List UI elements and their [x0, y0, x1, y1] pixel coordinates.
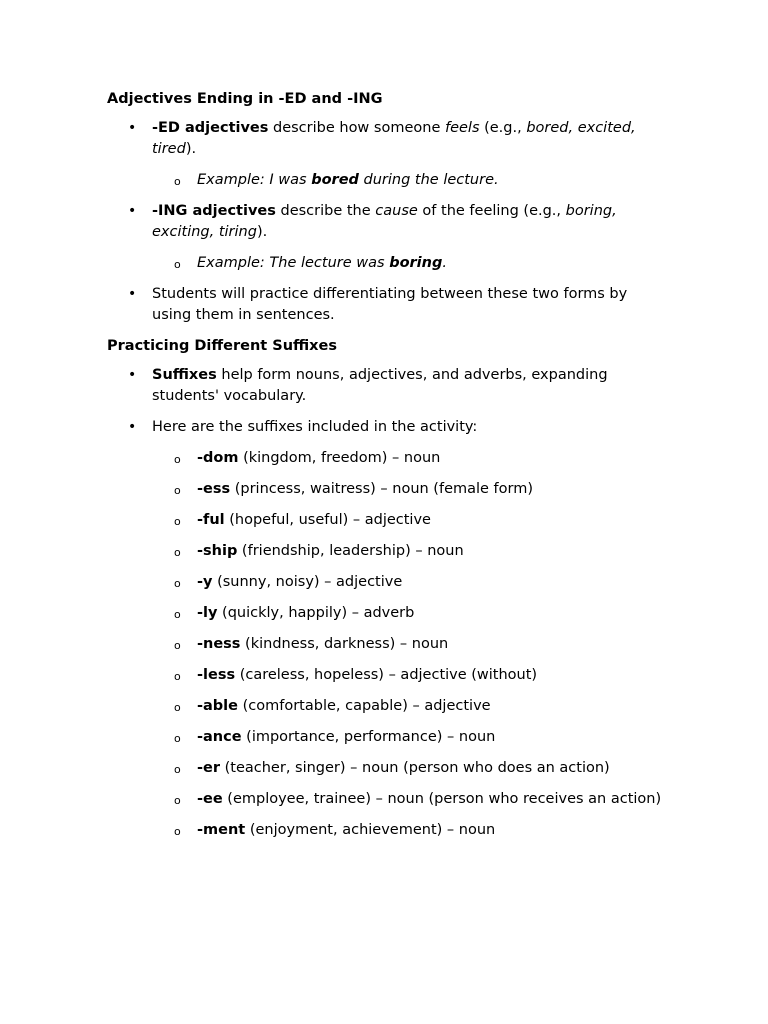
sub-list	[152, 170, 667, 191]
bullet-marker: •	[128, 120, 137, 136]
item-text: -ING adjectives describe the cause of the feeling (e.g., boring, exciting, tiring).	[152, 203, 617, 240]
suffix-label: -er	[197, 760, 221, 776]
sub-bullet-marker: o	[174, 258, 181, 271]
suffix-description: (princess, waitress) – noun (female form)	[230, 481, 534, 497]
list-item-suffix-list	[107, 417, 667, 841]
suffix-label: -y	[197, 574, 213, 590]
sub-bullet-marker: o	[174, 701, 181, 714]
suffix-item-y	[152, 572, 667, 593]
suffix-description: (comfortable, capable) – adjective	[238, 698, 491, 714]
bullet-list	[107, 118, 667, 326]
sub-bullet-marker: o	[174, 732, 181, 745]
suffix-description: (kingdom, freedom) – noun	[238, 450, 441, 466]
example-text: Example: The lecture was boring.	[197, 255, 447, 271]
suffix-description: (careless, hopeless) – adjective (without)	[235, 667, 538, 683]
sub-bullet-marker: o	[174, 577, 181, 590]
suffix-description: (enjoyment, achievement) – noun	[245, 822, 496, 838]
list-item-suffixes-intro	[107, 365, 667, 407]
suffix-label: -ee	[197, 791, 223, 807]
suffix-item-ship	[152, 541, 667, 562]
suffix-item-able	[152, 696, 667, 717]
bullet-marker: •	[128, 286, 137, 302]
suffix-label: -ful	[197, 512, 225, 528]
suffix-label: -ly	[197, 605, 218, 621]
suffix-label: -ship	[197, 543, 238, 559]
section-suffixes	[107, 336, 667, 841]
sub-bullet-marker: o	[174, 453, 181, 466]
sub-list	[152, 253, 667, 274]
example-text: Example: I was bored during the lecture.	[197, 172, 499, 188]
suffix-item-ful	[152, 510, 667, 531]
example-item	[152, 253, 667, 274]
sub-bullet-marker: o	[174, 175, 181, 188]
bullet-marker: •	[128, 203, 137, 219]
suffix-item-ness	[152, 634, 667, 655]
document-page	[107, 89, 667, 851]
suffix-description: (sunny, noisy) – adjective	[212, 574, 403, 590]
suffix-item-ee	[152, 789, 667, 810]
sub-bullet-marker: o	[174, 484, 181, 497]
sub-bullet-marker: o	[174, 608, 181, 621]
item-text: Students will practice differentiating between these two forms by using them in sentences.	[152, 286, 628, 323]
section-heading: Adjectives Ending in -ED and -ING	[107, 91, 383, 107]
suffix-item-dom	[152, 448, 667, 469]
suffix-item-ly	[152, 603, 667, 624]
suffix-description: (quickly, happily) – adverb	[217, 605, 415, 621]
sub-bullet-marker: o	[174, 515, 181, 528]
suffix-description: (kindness, darkness) – noun	[240, 636, 449, 652]
sub-bullet-marker: o	[174, 794, 181, 807]
list-item-ed-adjectives	[107, 118, 667, 191]
suffix-description: (hopeful, useful) – adjective	[224, 512, 431, 528]
example-item	[152, 170, 667, 191]
item-text: Here are the suffixes included in the activity:	[152, 419, 478, 435]
suffix-label: -dom	[197, 450, 239, 466]
sub-bullet-marker: o	[174, 639, 181, 652]
bullet-marker: •	[128, 367, 137, 383]
bullet-marker: •	[128, 419, 137, 435]
suffix-label: -ance	[197, 729, 242, 745]
suffix-label: -ment	[197, 822, 246, 838]
list-item-practice	[107, 284, 667, 326]
suffix-label: -able	[197, 698, 238, 714]
suffix-label: -ness	[197, 636, 241, 652]
suffix-description: (importance, performance) – noun	[241, 729, 496, 745]
suffix-label: -ess	[197, 481, 231, 497]
sub-bullet-marker: o	[174, 670, 181, 683]
suffix-label: -less	[197, 667, 236, 683]
suffix-description: (employee, trainee) – noun (person who receives an action)	[222, 791, 662, 807]
suffix-item-less	[152, 665, 667, 686]
bullet-list	[107, 365, 667, 841]
sub-bullet-marker: o	[174, 763, 181, 776]
suffix-description: (teacher, singer) – noun (person who does an action)	[220, 760, 610, 776]
sub-bullet-marker: o	[174, 825, 181, 838]
item-text: -ED adjectives describe how someone feels (e.g., bored, excited, tired).	[152, 120, 636, 157]
suffix-item-er	[152, 758, 667, 779]
section-ed-ing	[107, 89, 667, 326]
suffix-item-ment	[152, 820, 667, 841]
suffix-list	[152, 448, 667, 841]
suffix-item-ance	[152, 727, 667, 748]
section-heading: Practicing Different Suffixes	[107, 338, 338, 354]
list-item-ing-adjectives	[107, 201, 667, 274]
sub-bullet-marker: o	[174, 546, 181, 559]
suffix-description: (friendship, leadership) – noun	[237, 543, 464, 559]
item-text: Suffixes help form nouns, adjectives, and adverbs, expanding students' vocabulary.	[152, 367, 608, 404]
suffix-item-ess	[152, 479, 667, 500]
